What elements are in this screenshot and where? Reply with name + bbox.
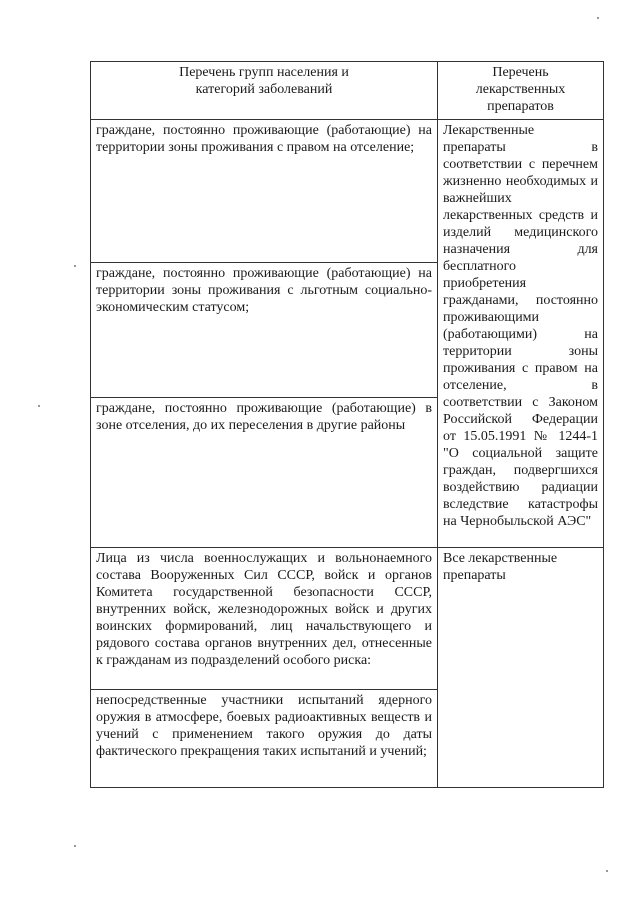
header-text: Перечень групп населения и [179, 65, 349, 80]
group-cell: граждане, постоянно проживающие (работающие) на территории зоны проживания с правом на отселение; [91, 120, 438, 263]
group-cell: Лица из числа военнослужащих и вольнонаемного состава Вооруженных Сил СССР, войск и органов Комитета государственной безопасности СССР, внутренних войск, железнодорожных войск и других воинских формирований, лиц начальствующего и рядового состава органов внутренних дел, отнесенные к гражданам из подразделений особого риска: [91, 548, 438, 690]
header-text: лекарственных [475, 82, 566, 97]
table-row [91, 120, 604, 263]
table-header-row [91, 62, 604, 120]
scan-speck [597, 17, 599, 19]
header-text: Перечень [492, 65, 549, 80]
scan-speck [74, 845, 76, 847]
header-population-groups [91, 62, 438, 120]
drug-list-cell: Лекарственные препараты в соответствии с перечнем жизненно необходимых и важнейших лекарственных средств и изделий медицинского назначения для бесплатного приобретения гражданами, постоянно проживающими (работающими) на территории зоны проживания с правом на отселение, в соответствии с Законом Российской Федерации от 15.05.1991 № 1244-1 "О социальной защите граждан, подвергшихся воздействию радиации вследствие катастрофы на Чернобыльской АЭС" [438, 120, 604, 548]
scan-speck [74, 265, 76, 267]
group-cell: непосредственные участники испытаний ядерного оружия в атмосфере, боевых радиоактивных веществ и учений с применением такого оружия до даты фактического прекращения таких испытаний и учений; [91, 690, 438, 788]
table-row [91, 548, 604, 690]
group-cell: граждане, постоянно проживающие (работающие) в зоне отселения, до их переселения в другие районы [91, 398, 438, 548]
group-cell: граждане, постоянно проживающие (работающие) на территории зоны проживания с льготным социально-экономическим статусом; [91, 263, 438, 398]
scan-speck [606, 870, 608, 872]
population-drugs-table [90, 61, 604, 788]
drug-list-cell: Все лекарственные препараты [438, 548, 604, 788]
header-text: препаратов [487, 99, 554, 114]
header-drug-list [438, 62, 604, 120]
scan-speck [38, 405, 40, 407]
header-text: категорий заболеваний [195, 82, 333, 97]
